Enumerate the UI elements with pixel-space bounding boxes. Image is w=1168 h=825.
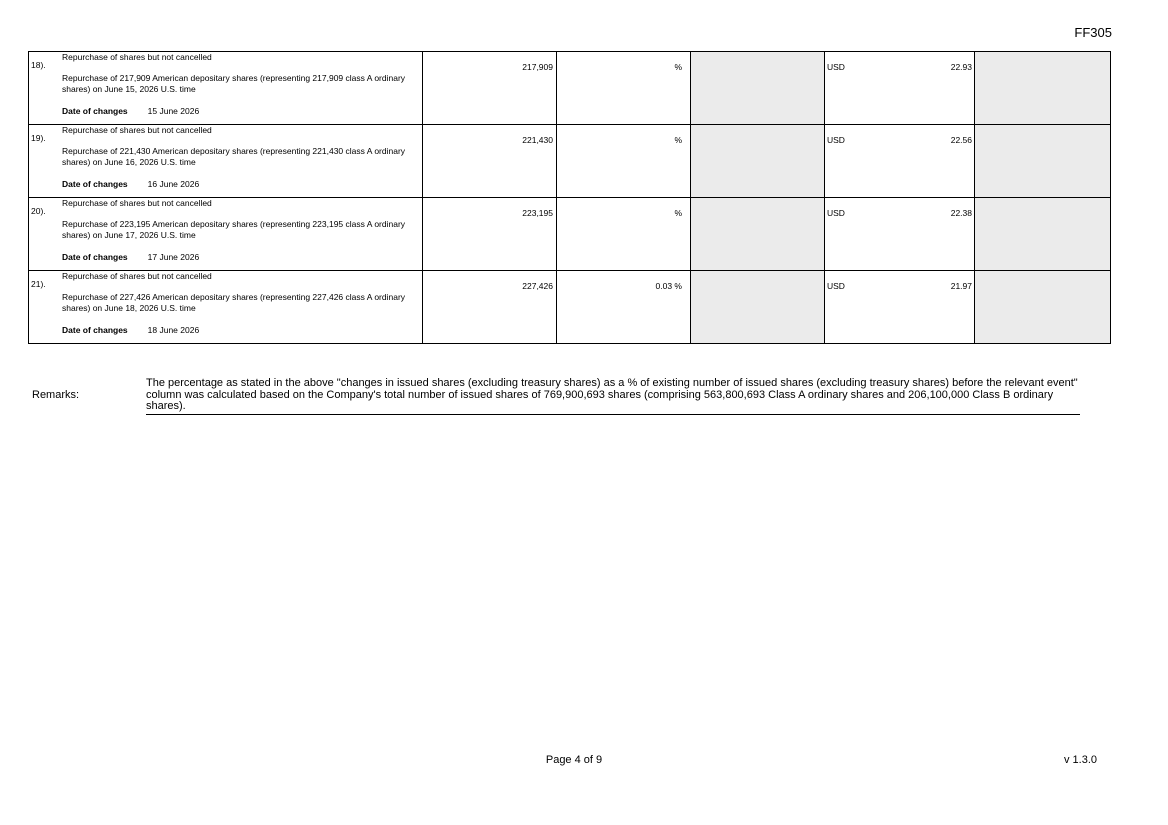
date-value: 15 June 2026 bbox=[147, 106, 200, 116]
currency: USD bbox=[827, 208, 845, 218]
shares-cell bbox=[423, 52, 557, 125]
share-changes-table bbox=[28, 51, 1111, 344]
table-row bbox=[29, 271, 1111, 344]
shaded-cell bbox=[975, 125, 1111, 198]
row-index: 21). bbox=[31, 279, 46, 289]
shaded-cell bbox=[691, 52, 825, 125]
change-type: Repurchase of shares but not cancelled bbox=[62, 198, 212, 208]
date-value: 18 June 2026 bbox=[147, 325, 200, 335]
change-description: Repurchase of 227,426 American depositary shares (representing 227,426 class A ordinary shares) on June 18, 2026 U.S. time bbox=[62, 292, 406, 313]
currency: USD bbox=[827, 62, 845, 72]
percent-value: % bbox=[674, 135, 682, 145]
change-description: Repurchase of 217,909 American depositary shares (representing 217,909 class A ordinary shares) on June 15, 2026 U.S. time bbox=[62, 73, 406, 94]
shares-cell bbox=[423, 125, 557, 198]
description-cell bbox=[29, 52, 423, 125]
percent-cell bbox=[557, 52, 691, 125]
shares-cell bbox=[423, 271, 557, 344]
date-value: 16 June 2026 bbox=[147, 179, 200, 189]
shaded-cell bbox=[975, 271, 1111, 344]
change-type: Repurchase of shares but not cancelled bbox=[62, 125, 212, 135]
price-value: 21.97 bbox=[950, 281, 972, 291]
price-cell bbox=[825, 125, 975, 198]
date-of-changes bbox=[62, 325, 414, 336]
percent-cell bbox=[557, 271, 691, 344]
date-label: Date of changes bbox=[62, 179, 128, 189]
row-index: 20). bbox=[31, 206, 46, 216]
change-type: Repurchase of shares but not cancelled bbox=[62, 52, 212, 62]
shares-value: 223,195 bbox=[522, 208, 553, 218]
shaded-cell bbox=[691, 198, 825, 271]
price-value: 22.38 bbox=[950, 208, 972, 218]
change-type: Repurchase of shares but not cancelled bbox=[62, 271, 212, 281]
price-cell bbox=[825, 52, 975, 125]
share-changes-body bbox=[29, 52, 1111, 344]
price-value: 22.93 bbox=[950, 62, 972, 72]
version-label: v 1.3.0 bbox=[1063, 754, 1097, 766]
table-row bbox=[29, 198, 1111, 271]
date-of-changes bbox=[62, 179, 414, 190]
remarks-text: The percentage as stated in the above "changes in issued shares (excluding treasury shares) as a % of existing number of issued shares (excluding treasury shares) before the relevant event" column was calculated based on the Company's total number of issued shares of 769,900,693 shares (comprising 563,800,693 Class A ordinary shares and 206,100,000 Class B ordinary shares). bbox=[146, 378, 1080, 415]
date-label: Date of changes bbox=[62, 106, 128, 116]
table-row bbox=[29, 52, 1111, 125]
change-description: Repurchase of 221,430 American depositary shares (representing 221,430 class A ordinary shares) on June 16, 2026 U.S. time bbox=[62, 146, 406, 167]
page-number: Page 4 of 9 bbox=[545, 754, 603, 766]
date-of-changes bbox=[62, 106, 414, 117]
percent-cell bbox=[557, 198, 691, 271]
date-of-changes bbox=[62, 252, 414, 263]
date-label: Date of changes bbox=[62, 252, 128, 262]
description-cell bbox=[29, 198, 423, 271]
price-cell bbox=[825, 198, 975, 271]
price-cell bbox=[825, 271, 975, 344]
percent-value: % bbox=[674, 62, 682, 72]
date-label: Date of changes bbox=[62, 325, 128, 335]
currency: USD bbox=[827, 135, 845, 145]
change-description: Repurchase of 223,195 American depositary shares (representing 223,195 class A ordinary shares) on June 17, 2026 U.S. time bbox=[62, 219, 406, 240]
row-index: 18). bbox=[31, 60, 46, 70]
remarks-label: Remarks: bbox=[32, 389, 80, 401]
table-row bbox=[29, 125, 1111, 198]
form-code: FF305 bbox=[1074, 25, 1112, 40]
shares-value: 221,430 bbox=[522, 135, 553, 145]
shares-cell bbox=[423, 198, 557, 271]
price-value: 22.56 bbox=[950, 135, 972, 145]
description-cell bbox=[29, 125, 423, 198]
percent-value: 0.03 % bbox=[655, 281, 682, 291]
currency: USD bbox=[827, 281, 845, 291]
shares-value: 217,909 bbox=[522, 62, 553, 72]
percent-cell bbox=[557, 125, 691, 198]
shaded-cell bbox=[691, 271, 825, 344]
date-value: 17 June 2026 bbox=[147, 252, 200, 262]
percent-value: % bbox=[674, 208, 682, 218]
shares-value: 227,426 bbox=[522, 281, 553, 291]
description-cell bbox=[29, 271, 423, 344]
shaded-cell bbox=[975, 52, 1111, 125]
row-index: 19). bbox=[31, 133, 46, 143]
shaded-cell bbox=[691, 125, 825, 198]
shaded-cell bbox=[975, 198, 1111, 271]
